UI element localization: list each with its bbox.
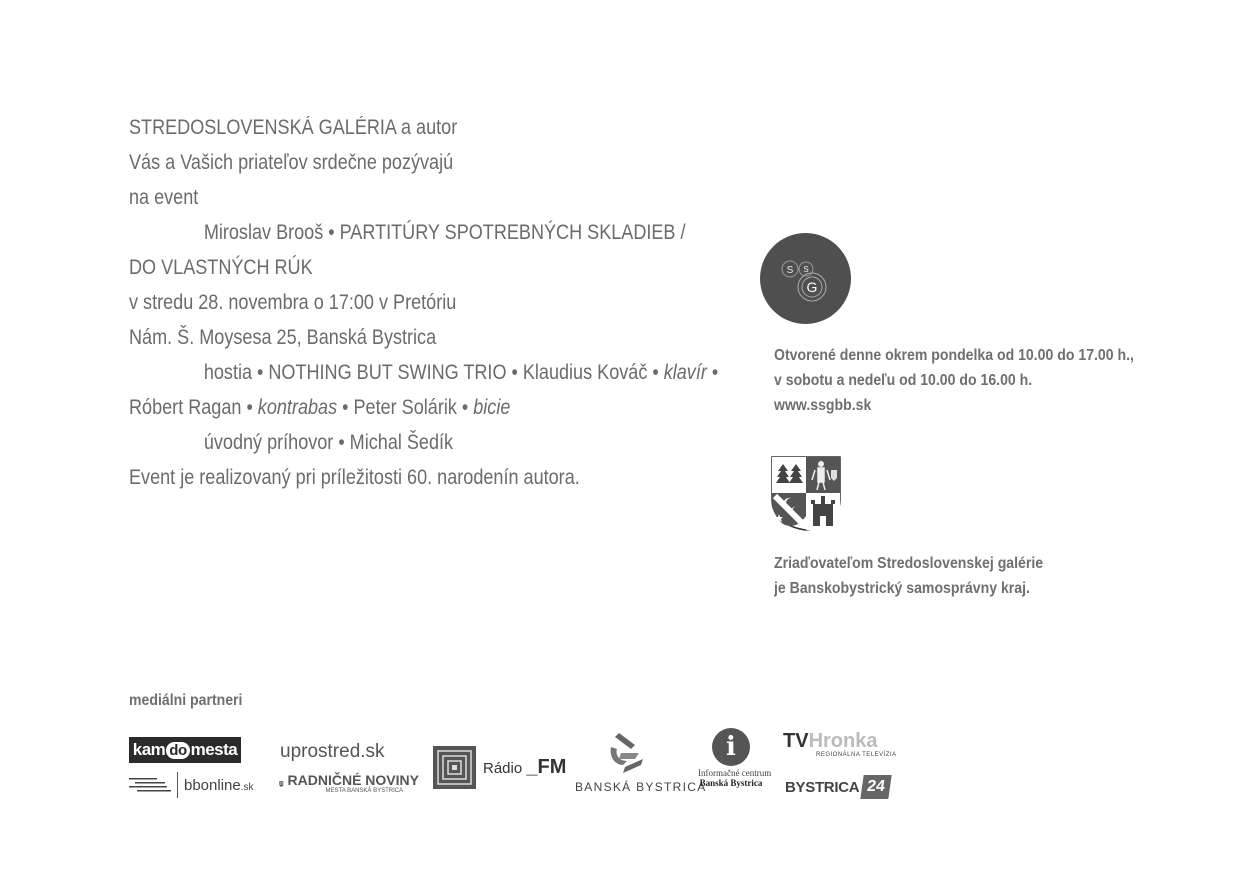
website-link[interactable]: www.ssgbb.sk [774,397,872,414]
invite-line-3: na event [129,186,199,209]
invite-line-10: úvodný príhovor • Michal Šedík [203,431,454,454]
info-icon: i [712,728,750,766]
tv-hronka-title: TVHronka [783,730,878,752]
ssg-letter-1: S [786,265,794,276]
kam-do-mesta-logo[interactable] [129,737,241,763]
invitation-text [129,110,748,495]
radnicne-title: RADNIČNÉ NOVINY [287,772,419,788]
tv-hronka-subtitle: REGIONÁLNA TELEVÍZIA [816,752,897,758]
invite-line-6: v stredu 28. novembra o 17:00 v Pretóriu [129,291,457,314]
invite-line-4: Miroslav Brooš • PARTITÚRY SPOTREBNÝCH SKLADIEB / [203,221,686,244]
radio-fm-square-icon [433,746,476,789]
guests-text: hostia • NOTHING BUT SWING TRIO • Klaudius Kováč • [203,361,664,384]
banska-bystrica-text: BANSKÁ BYSTRICA [575,780,707,794]
bbonline-logo[interactable] [129,772,259,798]
tv-hronka-logo[interactable] [783,730,898,760]
banska-bystrica-emblem-icon [605,731,649,777]
banska-bystrica-logo[interactable] [575,731,707,801]
invite-line-7: Nám. Š. Moysesa 25, Banská Bystrica [129,326,437,349]
opening-hours [774,343,1134,418]
invite-line-11: Event je realizovaný pri príležitosti 60. narodenín autora. [129,466,580,489]
founder-note [774,551,1043,601]
instrument-bass: kontrabas [257,396,338,419]
instrument-drums: bicie [473,396,511,419]
founder-line-1: Zriaďovateľom Stredoslovenskej galérie [774,555,1044,572]
founder-line-2: je Banskobystrický samosprávny kraj. [774,580,1030,597]
bbonline-text: bbonline.sk [184,776,254,794]
bullet: • [706,361,719,384]
radio-fm-logo[interactable] [433,745,568,789]
invite-line-9 [129,390,748,425]
ssg-logo-graphic [760,233,851,324]
info-centre-line-2: Banská Bystrica [699,778,763,788]
radnicne-subtitle: MESTA BANSKÁ BYSTRICA [325,788,404,794]
radio-fm-text: Rádio _FM [483,755,567,778]
bbonline-divider [177,772,178,798]
invite-line-2: Vás a Vašich priateľov srdečne pozývajú [129,151,454,174]
bbonline-lines-icon [129,776,171,794]
bystrica-24-badge: 24 [861,775,892,799]
do-text: do [166,742,189,759]
region-crest-icon [771,456,841,531]
hours-line-2: v sobotu a nedeľu od 10.00 do 16.00 h. [774,372,1033,389]
hours-line-1: Otvorené denne okrem pondelka od 10.00 do 17.00 h., [774,347,1134,364]
invite-line-8 [129,355,748,390]
ssg-letter-3: G [806,279,818,295]
ssg-letter-2: S [803,265,809,274]
bystrica24-logo[interactable] [785,774,895,800]
guest-ragan: Róbert Ragan • [129,396,258,419]
bystrica-text: BYSTRICA [785,778,860,796]
invite-line-5: DO VLASTNÝCH RÚK [129,256,313,279]
media-partners-label: mediálni partneri [129,692,243,709]
instrument-piano: klavír [663,361,707,384]
info-centre-line-1: Informačné centrum [698,768,772,778]
invite-line-1: STREDOSLOVENSKÁ GALÉRIA a autor [129,116,458,139]
guest-solarik: • Peter Solárik • [337,396,474,419]
kam-text: kam [132,740,166,759]
mesta-text: mesta [190,740,238,759]
uprostred-logo[interactable]: uprostred.sk [280,741,385,762]
radnicne-noviny-logo[interactable] [279,772,419,798]
radnicne-shield-icon [279,772,284,796]
info-centre-logo[interactable] [698,728,772,792]
ssg-logo [760,233,851,324]
